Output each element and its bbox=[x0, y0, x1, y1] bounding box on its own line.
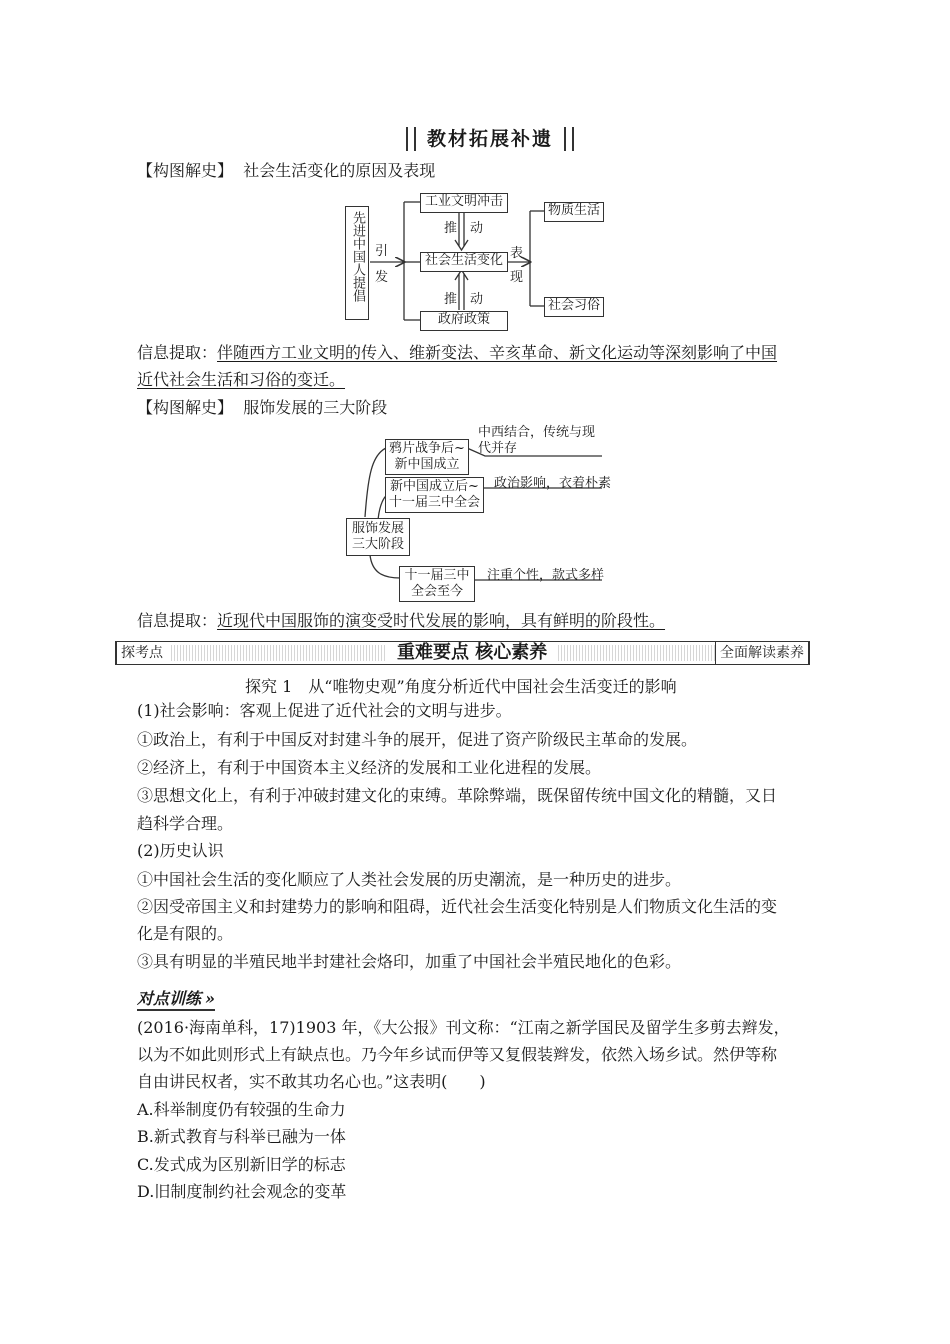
explore-line: ②经济上，有利于中国资本主义经济的发展和工业化进程的发展。 bbox=[137, 758, 602, 777]
stage1-note: 中西结合，传统与现 代并存 bbox=[478, 425, 596, 456]
explore-line: (1)社会影响：客观上促进了近代社会的文明与进步。 bbox=[137, 701, 512, 720]
stage3-box: 十一届三中 全会至今 bbox=[399, 566, 475, 602]
stage2-box: 新中国成立后~ 十一届三中全会 bbox=[385, 477, 484, 513]
push-top-label-1: 推 bbox=[444, 221, 458, 236]
explore-line: ①中国社会生活的变化顺应了人类社会发展的历史潮流，是一种历史的进步。 bbox=[137, 870, 682, 889]
double-chevron-icon: » bbox=[205, 989, 216, 1008]
explore-line: ③具有明显的半殖民地半封建社会烙印，加重了中国社会半殖民地化的色彩。 bbox=[137, 952, 682, 971]
industrial-box: 工业文明冲击 bbox=[420, 193, 508, 213]
info1-line1: 信息提取：伴随西方工业文明的传入、维新变法、辛亥革命、新文化运动等深刻影响了中国 bbox=[137, 343, 778, 362]
explore-line: 趋科学合理。 bbox=[137, 814, 234, 833]
stage3-note: 注重个性，款式多样 bbox=[487, 568, 605, 583]
option-d[interactable]: D.旧制度制约社会观念的变革 bbox=[137, 1182, 347, 1201]
section-title-text: 教材拓展补遗 bbox=[426, 128, 553, 150]
diagram1-heading: 【构图解史】 社会生活变化的原因及表现 bbox=[137, 161, 436, 180]
explore-line: ③思想文化上，有利于冲破封建文化的束缚。革除弊端，既保留传统中国文化的精髓，又日 bbox=[137, 786, 778, 805]
section-banner bbox=[115, 641, 810, 665]
info2-line: 信息提取：近现代中国服饰的演变受时代发展的影响，具有鲜明的阶段性。 bbox=[137, 611, 666, 630]
stage1-box: 鸦片战争后~ 新中国成立 bbox=[385, 439, 469, 475]
explore-line: ①政治上，有利于中国反对封建斗争的展开，促进了资产阶级民主革命的发展。 bbox=[137, 730, 698, 749]
explore-line: (2)历史认识 bbox=[137, 841, 224, 860]
source-box: 先进中国人提倡 bbox=[345, 206, 369, 320]
banner-center-title: 重难要点 核心素养 bbox=[387, 642, 557, 664]
material-box: 物质生活 bbox=[544, 202, 604, 222]
option-b[interactable]: B.新式教育与科举已融为一体 bbox=[137, 1127, 346, 1146]
center-box: 社会生活变化 bbox=[420, 252, 508, 272]
explore-line: 化是有限的。 bbox=[137, 924, 234, 943]
push-bottom-label-1: 推 bbox=[444, 292, 458, 307]
arrow-label-fa: 发 bbox=[375, 270, 389, 285]
push-top-label-2: 动 bbox=[470, 221, 484, 236]
push-bottom-label-2: 动 bbox=[470, 292, 484, 307]
government-box: 政府政策 bbox=[420, 311, 508, 331]
clothing-root-box: 服饰发展 三大阶段 bbox=[346, 518, 410, 556]
question-line: 自由讲民权者，实不敢其功名心也。”这表明( ) bbox=[137, 1072, 486, 1091]
manifest-label-2: 现 bbox=[510, 270, 524, 285]
question-line: (2016·海南单科，17)1903 年，《大公报》刊文称：“江南之新学国民及留学生多剪去辫发， bbox=[137, 1018, 790, 1037]
question-line: 以为不如此则形式上有缺点也。乃今年乡试而伊等又复假装辫发，依然入场乡试。然伊等称 bbox=[137, 1045, 778, 1064]
arrow-label-yin: 引 bbox=[375, 244, 389, 259]
drill-heading: 对点训练 » bbox=[137, 989, 215, 1011]
info1-line2: 近代社会生活和习俗的变迁。 bbox=[137, 370, 346, 389]
customs-box: 社会习俗 bbox=[544, 297, 604, 317]
option-c[interactable]: C.发式成为区别新旧学的标志 bbox=[137, 1155, 346, 1174]
option-a[interactable]: A.科举制度仍有较强的生命力 bbox=[137, 1100, 346, 1119]
manifest-label-1: 表 bbox=[510, 246, 524, 261]
diagram2-heading: 【构图解史】 服饰发展的三大阶段 bbox=[137, 398, 388, 417]
stage2-note: 政治影响，衣着朴素 bbox=[494, 476, 612, 491]
explore-title: 探究 1 从“唯物史观”角度分析近代中国社会生活变迁的影响 bbox=[245, 677, 677, 696]
explore-line: ②因受帝国主义和封建势力的影响和阻碍，近代社会生活变化特别是人们物质文化生活的变 bbox=[137, 897, 778, 916]
banner-left-label: 探考点 bbox=[115, 642, 167, 664]
banner-right-label: 全面解读素养 bbox=[715, 642, 810, 664]
